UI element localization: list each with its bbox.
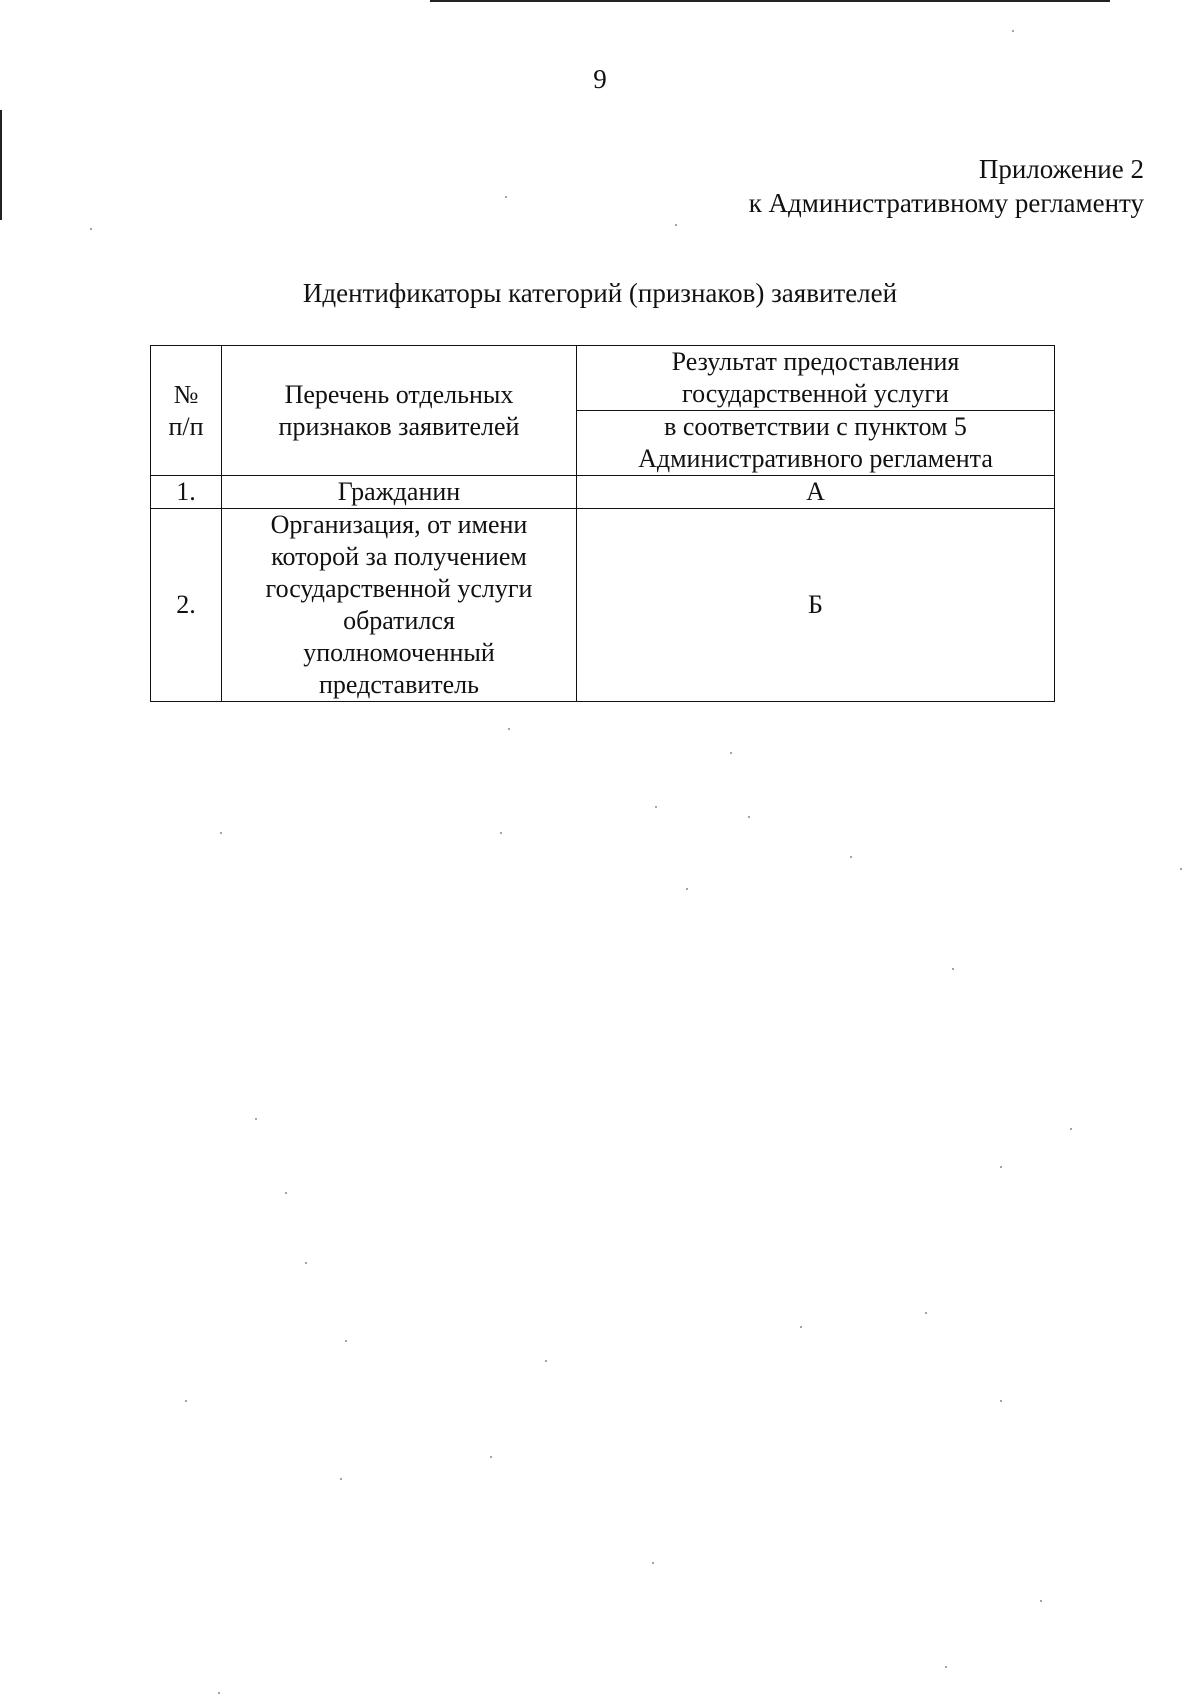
header-result-basis-cell [577,411,1055,476]
scan-speck [1000,1166,1002,1168]
row-sign-line: обратился [343,606,455,635]
table-row [151,476,1055,509]
scan-speck [340,1478,342,1480]
scan-speck [345,1340,347,1342]
header-number-abbrev: п/п [168,411,204,441]
row-sign-line: которой за получением [271,542,527,571]
header-number-symbol: № [173,379,199,409]
scan-speck [285,1192,287,1194]
header-number-cell [151,346,222,476]
scan-speck [255,1118,257,1120]
header-result-line-2: государственной услуги [682,379,949,408]
scan-speck [508,728,510,730]
scan-speck [675,224,677,226]
scan-speck [952,968,954,970]
scan-speck [800,1326,802,1328]
scan-speck [925,1312,927,1314]
header-signs-line-2: признаков заявителей [278,411,520,441]
scan-speck [748,816,750,818]
table-header-row [151,346,1055,411]
row-sign-line: представитель [318,670,480,699]
scan-speck [1000,1400,1002,1402]
scan-top-edge-line [430,0,1110,2]
appendix-line-2: к Административному регламенту [748,188,1144,218]
scan-left-edge-line [0,110,2,220]
scan-speck [686,888,688,890]
scan-speck [185,1400,187,1402]
scan-speck [90,228,92,230]
identifiers-table [150,345,1055,702]
header-result-basis-line-2: Административного регламента [638,444,993,473]
scan-speck [305,1262,307,1264]
header-signs-cell [222,346,577,476]
scan-speck [655,806,657,808]
scan-speck [500,832,502,834]
row-sign-cell: Гражданин [222,476,577,509]
table-row [151,509,1055,702]
header-result-basis-line-1: в соответствии с пунктом 5 [664,412,967,441]
row-sign-line: уполномоченный [303,638,495,667]
row-result-cell: Б [577,509,1055,702]
scan-speck [730,752,732,754]
scan-speck [545,1360,547,1362]
scan-speck [1012,30,1014,32]
appendix-line-1: Приложение 2 [978,154,1144,184]
page-number: 9 [593,64,607,94]
document-title: Идентификаторы категорий (признаков) заявителей [302,278,898,308]
header-result-line-1: Результат предоставления [671,347,960,376]
row-number-cell: 2. [151,509,222,702]
scan-speck [505,196,507,198]
row-number-cell: 1. [151,476,222,509]
header-signs-line-1: Перечень отдельных [284,379,514,409]
scan-speck [490,1456,492,1458]
scan-speck [220,832,222,834]
scan-speck [218,1692,220,1694]
row-sign-line: государственной услуги [265,574,533,603]
header-result-cell [577,346,1055,411]
appendix-reference [749,152,1144,220]
row-result-cell: А [577,476,1055,509]
scan-speck [1180,868,1182,870]
scan-speck [1040,1600,1042,1602]
row-sign-cell [222,509,577,702]
scan-speck [652,1562,654,1564]
scan-speck [1070,1128,1072,1130]
scan-speck [850,856,852,858]
row-sign-line: Организация, от имени [270,510,528,539]
scan-speck [945,1666,947,1668]
